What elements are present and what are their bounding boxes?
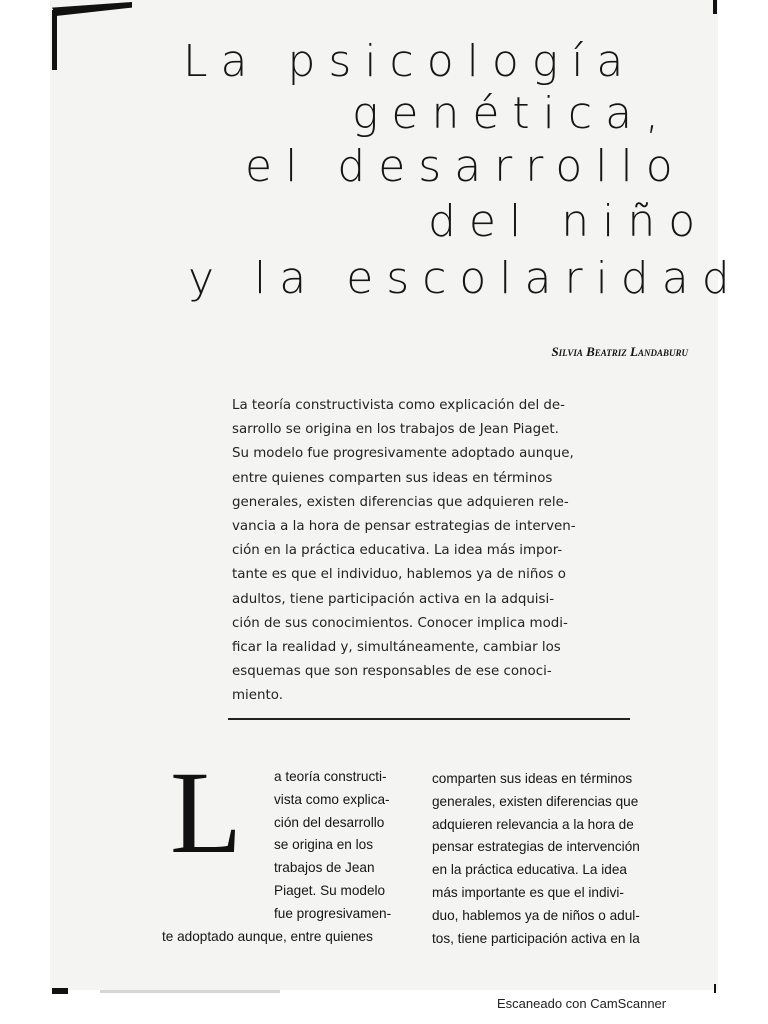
body-line: se origina en los xyxy=(274,837,373,853)
abstract xyxy=(232,394,630,709)
body-line: fue progresivamen- xyxy=(274,905,392,921)
abstract-line: entre quienes comparten sus ideas en términos xyxy=(232,470,553,486)
body-line: duo, hablemos ya de niños o adul- xyxy=(432,907,640,923)
abstract-line: vancia a la hora de pensar estrategias de interven- xyxy=(232,519,576,535)
abstract-line: Su modelo fue progresivamente adoptado aunque, xyxy=(232,446,574,462)
abstract-line: esquemas que son responsables de ese conoci- xyxy=(232,664,552,680)
scan-edge-mark xyxy=(52,988,68,994)
title-line: del niño xyxy=(428,196,709,247)
body-line: trabajos de Jean xyxy=(274,860,375,876)
scan-edge-mark xyxy=(713,0,717,14)
body-line: más importante es que el indivi- xyxy=(432,884,624,900)
title-line: y la escolaridad xyxy=(188,253,743,304)
abstract-divider xyxy=(228,718,630,720)
scanner-watermark: Escaneado con CamScanner xyxy=(497,996,667,1011)
abstract-line: adultos, tiene participación activa en la adquisi- xyxy=(232,591,555,607)
scan-edge-mark xyxy=(714,984,716,993)
abstract-line: ción de sus conocimientos. Conocer implica modi- xyxy=(232,615,568,631)
author-name: Silvia Beatriz Landaburu xyxy=(551,344,688,359)
drop-cap: L xyxy=(170,747,243,878)
title-line: La psicología xyxy=(183,36,637,87)
body-column-1 xyxy=(162,766,412,948)
abstract-line: La teoría constructivista como explicación del de- xyxy=(232,398,566,413)
abstract-line: ficar la realidad y, simultáneamente, cambiar los xyxy=(232,640,561,656)
abstract-line: miento. xyxy=(232,688,283,704)
scan-edge-mark xyxy=(52,10,57,70)
body-line: pensar estrategias de intervención xyxy=(432,839,640,855)
body-line: comparten sus ideas en términos xyxy=(432,771,633,786)
abstract-line: generales, existen diferencias que adquieren rele- xyxy=(232,494,569,510)
body-line: ción del desarrollo xyxy=(274,814,385,830)
title-line: genética, xyxy=(352,88,673,139)
scan-edge-mark xyxy=(100,990,280,993)
title-line: el desarrollo xyxy=(245,141,686,192)
abstract-line: sarrollo se origina en los trabajos de Jean Piaget. xyxy=(232,422,559,438)
body-line: vista como explica- xyxy=(274,791,390,807)
body-line: adquieren relevancia a la hora de xyxy=(432,816,634,832)
body-line: Piaget. Su modelo xyxy=(274,882,386,898)
body-line: te adoptado aunque, entre quienes xyxy=(162,928,373,944)
abstract-line: tante es que el individuo, hablemos ya de niños o xyxy=(232,567,566,583)
abstract-line: ción en la práctica educativa. La idea más impor- xyxy=(232,543,563,559)
body-column-2 xyxy=(432,768,687,950)
body-line: en la práctica educativa. La idea xyxy=(432,862,627,878)
body-line: tos, tiene participación activa en la xyxy=(432,930,640,946)
body-line: generales, existen diferencias que xyxy=(432,793,639,809)
body-line: a teoría constructi- xyxy=(274,769,387,784)
